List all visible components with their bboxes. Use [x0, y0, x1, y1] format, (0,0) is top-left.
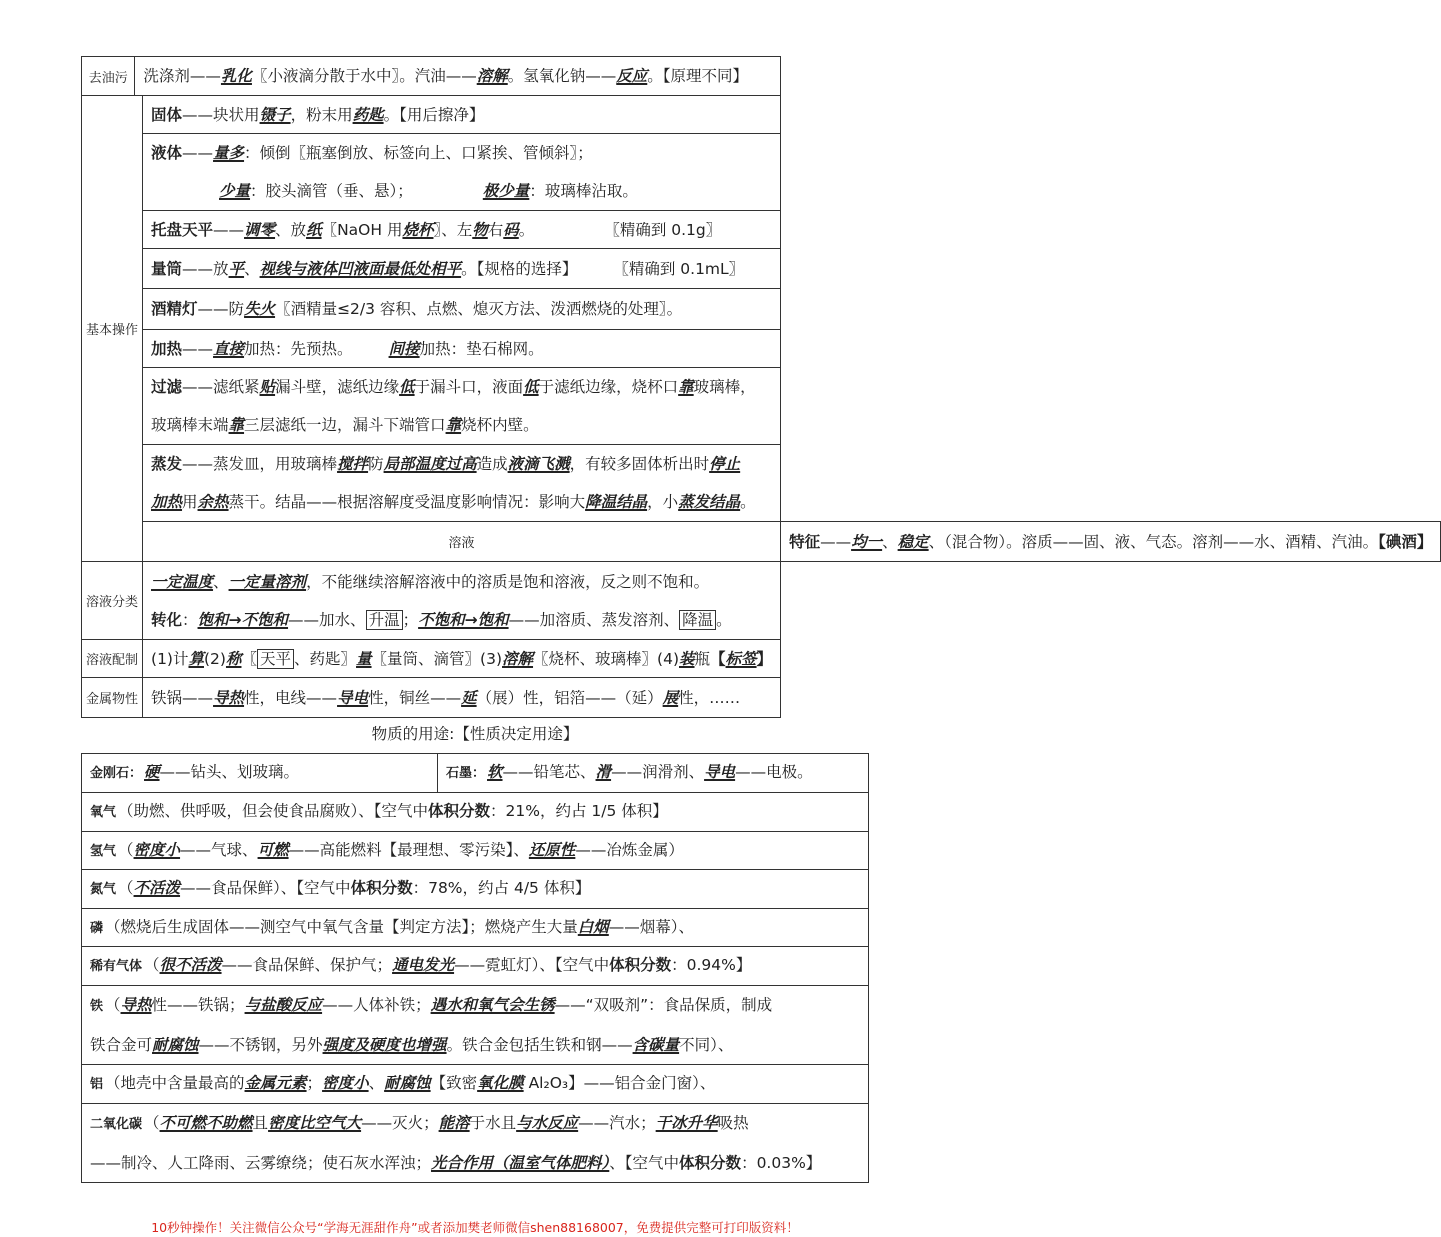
content-cylinder	[143, 249, 781, 289]
text: 防	[368, 455, 384, 473]
heading: 托盘天平	[151, 220, 214, 239]
heading: 量筒	[151, 259, 183, 278]
keyword: 烧杯	[402, 220, 434, 239]
text: 吸热	[717, 1114, 749, 1132]
text: 、（混合物）。溶质——固、液、气态。溶剂——水、酒精、汽油。	[928, 532, 1379, 551]
content-nitrogen	[82, 870, 869, 909]
text: 性，电线——	[244, 688, 338, 707]
text: ；	[306, 1074, 323, 1092]
bold-text: 体积分数	[350, 879, 413, 897]
content-metal	[143, 678, 781, 718]
row-iron	[82, 986, 869, 1065]
text: 。【用后擦净】	[383, 105, 485, 124]
row-liquid	[82, 134, 1441, 211]
text: 、药匙〗	[294, 649, 357, 668]
text: 〖烧杯、玻璃棒〗(4)	[533, 649, 679, 668]
text: 。氢氧化钠——	[507, 67, 617, 85]
keyword: 导热	[120, 996, 152, 1014]
text: 性——铁锅；	[151, 996, 245, 1014]
keyword: 通电发光	[392, 956, 455, 974]
keyword: 干冰升华	[655, 1114, 718, 1132]
content-noble-gas	[82, 947, 869, 986]
text: ；	[402, 610, 419, 629]
text: 【致密	[430, 1074, 478, 1092]
row-metal	[82, 678, 1441, 718]
label-solution: 溶液	[143, 522, 781, 562]
keyword: 展	[662, 688, 679, 707]
keyword: 溶解	[476, 67, 508, 85]
heading: 特征	[789, 532, 821, 551]
row-lamp	[82, 289, 1441, 330]
keyword: 均一	[851, 532, 883, 551]
keyword: 可燃	[257, 840, 289, 859]
text: 瓶	[694, 649, 711, 668]
text: 。铁合金包括生铁和钢——	[446, 1036, 633, 1054]
keyword: 软	[487, 763, 503, 781]
keyword: 纸	[306, 220, 322, 239]
text: （	[118, 840, 134, 859]
keyword: 直接	[213, 339, 245, 358]
keyword: 码	[503, 220, 519, 239]
boxed-text: 升温	[366, 610, 403, 630]
text: 〖量筒、滴管〗(3)	[371, 649, 503, 668]
keyword: 量多	[213, 144, 245, 162]
content-phosphorus	[82, 909, 869, 947]
row-aluminum	[82, 1065, 869, 1104]
content-hydrogen	[82, 832, 869, 870]
text: ：胶头滴管（垂、悬）；	[250, 182, 413, 200]
keyword: 一定温度	[151, 572, 214, 591]
keyword: 还原性	[528, 840, 576, 859]
text: 于漏斗口，液面	[414, 378, 524, 396]
content-classify	[143, 562, 781, 640]
keyword: 耐腐蚀	[152, 1036, 199, 1054]
keyword: 失火	[244, 300, 276, 318]
text: 、	[213, 572, 229, 591]
keyword: 算	[188, 649, 204, 668]
row-filter	[82, 368, 1441, 445]
row-nitrogen	[82, 870, 869, 909]
text: 、	[882, 532, 898, 551]
keyword: 低	[399, 378, 415, 396]
line	[151, 406, 772, 444]
keyword: 药匙	[352, 105, 384, 124]
keyword: 视线与液体凹液面最低处相平	[259, 259, 462, 278]
content-aluminum	[82, 1065, 869, 1104]
keyword: 液滴飞溅	[507, 455, 570, 473]
keyword: 密度小	[322, 1074, 369, 1092]
label-prepare: 溶液配制	[82, 640, 143, 678]
keyword: 耐腐蚀	[384, 1074, 431, 1092]
text: 右	[487, 220, 504, 239]
boxed-text: 天平	[257, 649, 294, 669]
keyword: 标签	[725, 649, 757, 668]
text: ——	[213, 220, 245, 239]
keyword: 局部温度过高	[383, 455, 477, 473]
label-classify: 溶液分类	[82, 562, 143, 640]
text: 。【原理不同】	[647, 67, 749, 85]
text: 、	[368, 1074, 385, 1092]
text: 、	[244, 259, 260, 278]
text: ：	[182, 610, 198, 629]
row-oxygen	[82, 793, 869, 832]
text: ——汽水；	[578, 1114, 656, 1132]
substance-name: 氮气	[90, 882, 117, 897]
substance-name: 金刚石：	[90, 766, 143, 781]
line	[151, 445, 772, 483]
text: ，小	[647, 493, 679, 511]
content-graphite	[438, 754, 869, 793]
text: ，粉末用	[290, 105, 353, 124]
content-evaporation	[143, 445, 781, 522]
keyword: 导热	[213, 688, 245, 707]
text: ，不能继续溶解溶液中的溶质是饱和溶液，反之则不饱和。	[306, 572, 710, 591]
text: ——	[182, 339, 214, 358]
content-diamond	[82, 754, 438, 793]
keyword: 少量	[219, 182, 251, 200]
substance-name: 磷	[90, 920, 104, 936]
heading: 液体	[151, 144, 183, 162]
heading: 蒸发	[151, 455, 183, 473]
row-co2	[82, 1104, 869, 1183]
text: 加热：垫石棉网。	[419, 339, 544, 358]
text: ，有较多固体析出时	[569, 455, 710, 473]
keyword: 不饱和→饱和	[418, 610, 509, 629]
heading: 加热	[151, 339, 183, 358]
text: ——	[820, 532, 852, 551]
text: ——气球、	[180, 840, 258, 859]
keyword: 导电	[337, 688, 369, 707]
label-metal: 金属物性	[82, 678, 143, 718]
bold-text: 【碘酒】	[1378, 532, 1433, 551]
keyword: 与水反应	[516, 1114, 579, 1132]
text: 洗涤剂——	[143, 67, 221, 85]
text: （	[105, 996, 121, 1014]
keyword: 强度及硬度也增强	[322, 1036, 447, 1054]
keyword: 低	[523, 378, 539, 396]
keyword: 搅拌	[337, 455, 369, 473]
bold-text: 】	[756, 649, 773, 668]
bold-text: 体积分数	[609, 956, 672, 974]
text: ——制冷、人工降雨、云雾缭绕；使石灰水浑浊；	[90, 1154, 432, 1172]
text: ——冶炼金属）	[575, 840, 684, 859]
keyword: 不可燃不助燃	[159, 1114, 253, 1132]
keyword: 加热	[151, 493, 183, 511]
line	[90, 1144, 860, 1182]
substance-name: 氢气	[90, 843, 117, 859]
text: ——钻头、划玻璃。	[159, 763, 300, 781]
keyword: 一定量溶剂	[228, 572, 307, 591]
keyword: 量	[356, 649, 372, 668]
text: ——放	[182, 259, 229, 278]
keyword: 导电	[704, 763, 736, 781]
boxed-text: 降温	[679, 610, 716, 630]
line	[151, 601, 772, 639]
bold-text: 体积分数	[428, 802, 491, 820]
text: ：倾倒〖瓶塞倒放、标签向上、口紧挨、管倾斜〗；	[244, 144, 593, 162]
text: ：78%，约占 4/5 体积】	[412, 879, 591, 897]
text: （地壳中含量最高的	[105, 1074, 245, 1092]
substance-name: 氧气	[90, 805, 117, 820]
text: (1)计	[151, 649, 189, 668]
heading: 固体	[151, 105, 183, 124]
text: 用	[182, 493, 198, 511]
keyword: 蒸发结晶	[678, 493, 741, 511]
keyword: 溶解	[502, 649, 534, 668]
label-basic-operations: 基本操作	[82, 96, 143, 562]
heading: 酒精灯	[151, 300, 198, 318]
keyword: 靠	[445, 416, 462, 434]
text: 〖NaOH 用	[321, 220, 403, 239]
line	[151, 368, 772, 406]
keyword: 硬	[144, 763, 160, 781]
keyword: 很不活泼	[159, 956, 222, 974]
heading: 转化	[151, 610, 183, 629]
text: 。【规格的选择】	[461, 259, 578, 278]
text: （助燃、供呼吸，但会使食品腐败）、【空气中	[118, 802, 429, 820]
text: 性，……	[678, 688, 741, 707]
row-heating	[82, 330, 1441, 368]
keyword: 白烟	[577, 917, 609, 936]
text: ——食品保鲜、保护气；	[221, 956, 393, 974]
keyword: 停止	[709, 455, 741, 473]
content-co2	[82, 1104, 869, 1183]
text: （	[144, 956, 160, 974]
text: ——块状用	[182, 105, 260, 124]
substance-name: 稀有气体	[90, 959, 143, 974]
keyword: 含碳量	[632, 1036, 680, 1054]
substance-name: 二氧化碳	[90, 1117, 143, 1132]
text: ——加溶质、蒸发溶剂、	[508, 610, 680, 629]
line	[90, 986, 860, 1026]
text: 、【空气中	[609, 1154, 680, 1172]
content-oxygen	[82, 793, 869, 832]
keyword: 镊子	[259, 105, 291, 124]
text: 〖	[241, 649, 257, 668]
keyword: 不活泼	[133, 879, 181, 897]
text: 铁合金可	[90, 1036, 153, 1054]
keyword: 反应	[616, 67, 648, 85]
text: 〖精确到 0.1g〗	[604, 220, 722, 239]
text: 造成	[476, 455, 508, 473]
text: 玻璃棒末端	[151, 416, 229, 434]
text: Al₂O₃】——铝合金门窗）、	[523, 1074, 716, 1092]
text: 〖小液滴分散于水中〗。汽油——	[251, 67, 477, 85]
row-phosphorus	[82, 909, 869, 947]
text: ——不锈钢，另外	[198, 1036, 323, 1054]
keyword: 密度比空气大	[268, 1114, 362, 1132]
text: ——霓虹灯）、【空气中	[454, 956, 610, 974]
keyword: 装	[679, 649, 695, 668]
content-solid	[143, 96, 781, 134]
row-carbon	[82, 754, 869, 793]
keyword: 光合作用（温室气体肥料）	[431, 1154, 610, 1172]
text: 〖精确到 0.1mL〗	[613, 259, 745, 278]
line	[151, 563, 772, 601]
row-hydrogen	[82, 832, 869, 870]
text: ：玻璃棒沾取。	[529, 182, 638, 200]
text: （燃烧后生成固体——测空气中氧气含量【判定方法】；燃烧产生大量	[105, 917, 578, 936]
line	[151, 134, 772, 172]
content-liquid	[143, 134, 781, 211]
keyword: 金属元素	[244, 1074, 307, 1092]
text: 。	[716, 610, 732, 629]
keyword: 平	[228, 259, 245, 278]
keyword: 稳定	[897, 532, 929, 551]
content-degrease	[135, 57, 781, 96]
keyword: 贴	[259, 378, 276, 396]
bold-text: 体积分数	[679, 1154, 742, 1172]
line	[151, 172, 772, 210]
text: ：0.03%】	[741, 1154, 822, 1172]
keyword: 极少量	[482, 182, 530, 200]
text: （	[118, 879, 134, 897]
text: ——滤纸紧	[182, 378, 260, 396]
text: 。	[518, 220, 535, 239]
row-classify	[82, 562, 1441, 640]
text: 不同）、	[679, 1036, 734, 1054]
keyword: 乳化	[220, 67, 252, 85]
row-degrease	[82, 57, 1441, 96]
row-noble-gas	[82, 947, 869, 986]
keyword: 延	[461, 688, 477, 707]
content-solution	[781, 522, 1441, 562]
text: ——加水、	[288, 610, 366, 629]
keyword: 靠	[678, 378, 694, 396]
substance-name: 石墨：	[446, 766, 486, 781]
keyword: 密度小	[133, 840, 181, 859]
section-caption: 物质的用途:【性质决定用途】	[371, 725, 579, 743]
bold-text: 【	[710, 649, 726, 668]
content-iron	[82, 986, 869, 1065]
text: 且	[252, 1114, 269, 1132]
text: 烧杯内壁。	[461, 416, 539, 434]
line	[151, 483, 772, 521]
text: 漏斗壁，滤纸边缘	[275, 378, 400, 396]
text: 〖酒精量≤2/3 容积、点燃、熄灭方法、泼洒燃烧的处理〗。	[275, 300, 683, 318]
keyword: 间接	[388, 339, 420, 358]
text: ——灭火；	[361, 1114, 439, 1132]
text: ——防	[197, 300, 245, 318]
text: 三层滤纸一边，漏斗下端管口	[244, 416, 446, 434]
keyword: 遇水和氧气会生锈	[430, 996, 555, 1014]
row-solution	[82, 522, 1441, 562]
content-filter	[143, 368, 781, 445]
row-prepare	[82, 640, 1441, 678]
row-cylinder	[82, 249, 1441, 289]
text: (2)	[204, 649, 226, 668]
promo-footer: 10秒钟操作！关注微信公众号“学海无涯甜作舟”或者添加樊老师微信shen88168007，免费提供完整可打印版资料！	[151, 1220, 799, 1235]
line	[90, 1104, 860, 1144]
content-prepare	[143, 640, 781, 678]
keyword: 饱和→不饱和	[197, 610, 289, 629]
text: ——蒸发皿，用玻璃棒	[182, 455, 338, 473]
text: 于滤纸边缘，烧杯口	[538, 378, 679, 396]
heading: 过滤	[151, 378, 183, 396]
text: ——“双吸剂”：食品保质，制成	[554, 996, 773, 1014]
content-heating	[143, 330, 781, 368]
row-solid	[82, 96, 1441, 134]
text: ——电极。	[735, 763, 813, 781]
keyword: 余热	[197, 493, 229, 511]
keyword: 调零	[244, 220, 276, 239]
text: 蒸干。结晶——根据溶解度受温度影响情况：影响大	[228, 493, 586, 511]
text: ——润滑剂、	[611, 763, 705, 781]
text: 玻璃棒，	[693, 378, 756, 396]
text: ——铅笔芯、	[502, 763, 596, 781]
text: ——	[182, 144, 214, 162]
text: （	[144, 1114, 160, 1132]
row-balance	[82, 211, 1441, 249]
text: ：21%，约占 1/5 体积】	[490, 802, 668, 820]
text: ——高能燃料【最理想、零污染】、	[288, 840, 529, 859]
keyword: 降温结晶	[585, 493, 648, 511]
keyword: 称	[225, 649, 242, 668]
text: 〗、左	[433, 220, 473, 239]
keyword: 氧化膜	[477, 1074, 524, 1092]
line	[90, 1026, 860, 1064]
keyword: 滑	[595, 763, 612, 781]
text: 。	[740, 493, 756, 511]
text: 加热：先预热。	[244, 339, 353, 358]
text: ——食品保鲜）、【空气中	[180, 879, 351, 897]
text: 性，铜丝——	[368, 688, 462, 707]
keyword: 与盐酸反应	[244, 996, 323, 1014]
label-degrease: 去油污	[82, 57, 135, 96]
text: ——烟幕）、	[608, 917, 695, 936]
text: （展）性，铝箔——（延）	[476, 688, 663, 707]
keyword: 物	[472, 220, 488, 239]
keyword: 靠	[228, 416, 245, 434]
text: 、放	[275, 220, 307, 239]
row-evaporation	[82, 445, 1441, 522]
chemistry-notes-table	[81, 56, 1441, 718]
content-lamp	[143, 289, 781, 330]
keyword: 能溶	[438, 1114, 470, 1132]
substance-uses-table	[81, 753, 869, 1183]
text: ：0.94%】	[671, 956, 752, 974]
substance-name: 铝	[90, 1077, 104, 1092]
text: ——人体补铁；	[322, 996, 431, 1014]
text: 铁锅——	[151, 688, 214, 707]
substance-name: 铁	[90, 999, 104, 1014]
text: 于水且	[469, 1114, 517, 1132]
content-balance	[143, 211, 781, 249]
